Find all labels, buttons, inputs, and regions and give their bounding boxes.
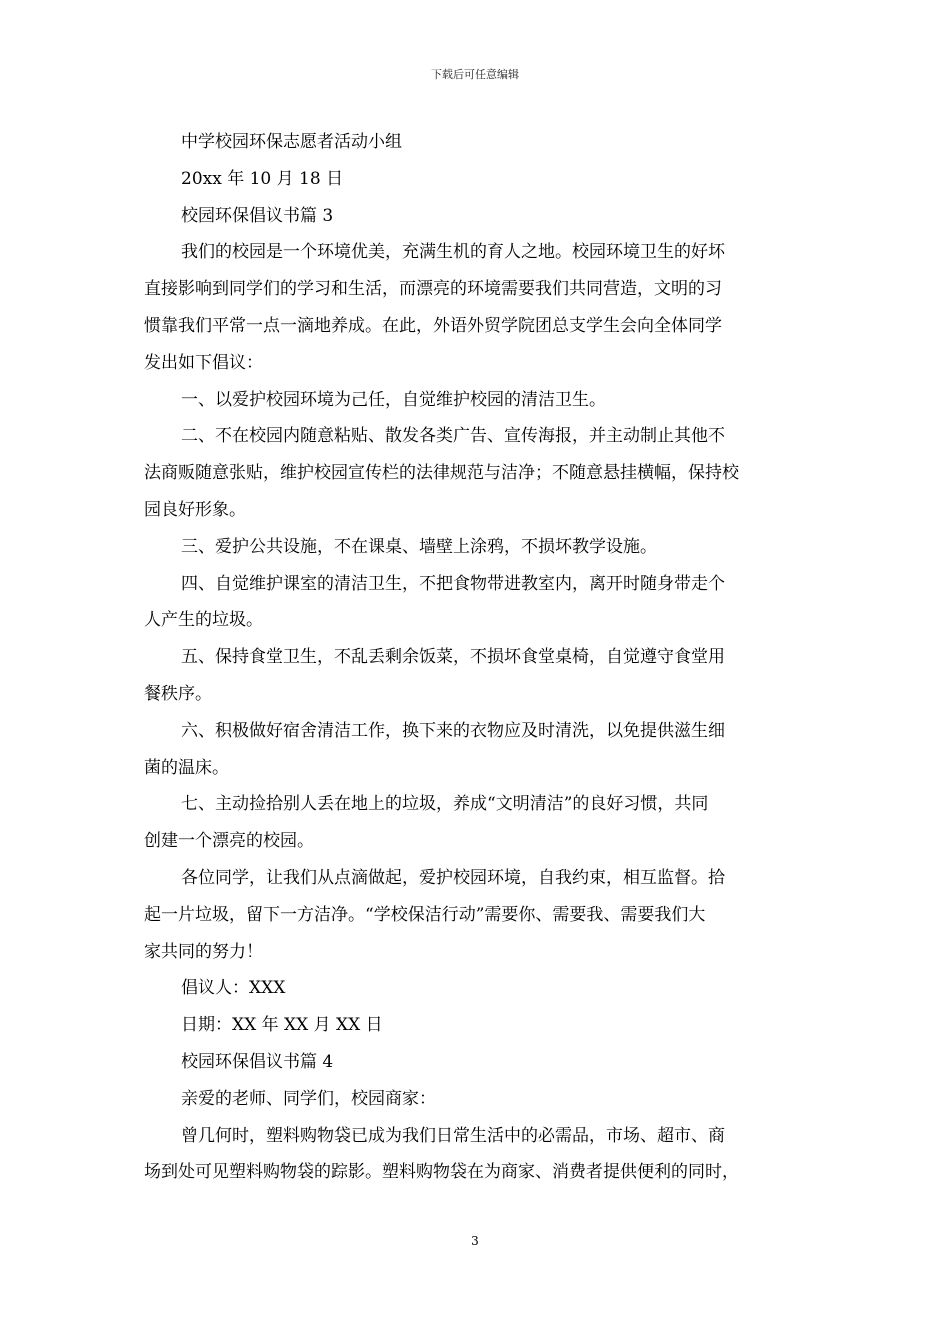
section-title: 校园环保倡议书篇 3 [181,205,334,226]
page-number: 3 [471,1234,479,1248]
paragraph-line: 园良好形象。 [144,499,246,520]
paragraph-line: 二、不在校园内随意粘贴、散发各类广告、宣传海报，并主动制止其他不 [181,426,725,447]
signature-date: 日期：XX 年 XX 月 XX 日 [181,1015,383,1036]
paragraph-line: 家共同的努力！ [144,941,263,962]
paragraph-line: 菌的温床。 [144,757,229,778]
paragraph-line: 七、主动捡拾别人丢在地上的垃圾，养成“文明清洁”的良好习惯，共同 [181,794,709,815]
paragraph-line: 五、保持食堂卫生，不乱丢剩余饭菜，不损坏食堂桌椅，自觉遵守食堂用 [181,647,725,668]
signature-org: 中学校园环保志愿者活动小组 [181,132,402,152]
paragraph-line: 六、积极做好宿舍清洁工作，换下来的衣物应及时清洗，以免提供滋生细 [181,720,725,741]
section-title: 校园环保倡议书篇 4 [181,1051,334,1072]
paragraph-line: 创建一个漂亮的校园。 [144,831,314,852]
document-body [144,124,816,1191]
paragraph-line: 曾几何时，塑料购物袋已成为我们日常生活中的必需品，市场、超市、商 [181,1125,725,1146]
salutation: 亲爱的老师、同学们，校园商家： [181,1088,436,1109]
paragraph-line: 三、爱护公共设施，不在课桌、墙壁上涂鸦，不损坏教学设施。 [181,536,657,557]
signature-name: 倡议人：XXX [181,978,286,999]
paragraph-line: 起一片垃圾，留下一方洁净。“学校保洁行动”需要你、需要我、需要我们大 [144,904,706,925]
paragraph-line: 场到处可见塑料购物袋的踪影。塑料购物袋在为商家、消费者提供便利的同时， [144,1162,739,1183]
paragraph-line: 四、自觉维护课室的清洁卫生，不把食物带进教室内，离开时随身带走个 [181,573,725,594]
page-header: 下载后可任意编辑 [431,68,519,81]
paragraph-line: 法商贩随意张贴，维护校园宣传栏的法律规范与洁净；不随意悬挂横幅，保持校 [144,463,739,484]
paragraph-line: 直接影响到同学们的学习和生活，而漂亮的环境需要我们共同营造，文明的习 [144,279,722,300]
paragraph-line: 发出如下倡议： [144,352,263,373]
paragraph-line: 惯靠我们平常一点一滴地养成。在此，外语外贸学院团总支学生会向全体同学 [144,315,722,336]
paragraph-line: 各位同学，让我们从点滴做起，爱护校园环境，自我约束，相互监督。拾 [181,867,725,888]
signature-date: 20xx 年 10 月 18 日 [181,168,344,189]
paragraph-line: 一、以爱护校园环境为己任，自觉维护校园的清洁卫生。 [181,389,606,410]
paragraph-line: 餐秩序。 [144,683,212,704]
paragraph-line: 人产生的垃圾。 [144,610,263,631]
paragraph-line: 我们的校园是一个环境优美，充满生机的育人之地。校园环境卫生的好坏 [181,242,725,263]
